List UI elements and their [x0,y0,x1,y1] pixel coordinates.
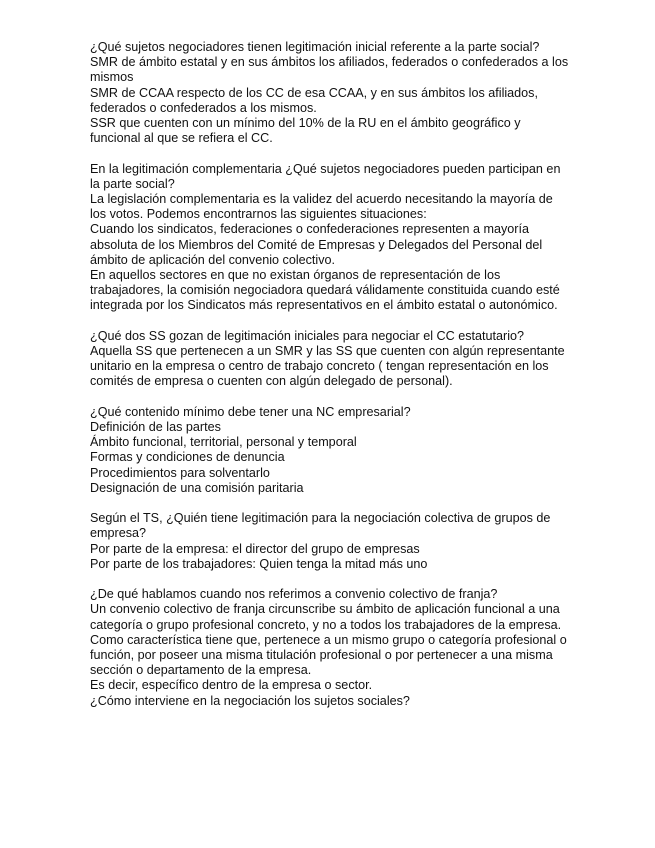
paragraph: SSR que cuenten con un mínimo del 10% de la RU en el ámbito geográfico y funcional al que se refiera el CC. [90,116,521,146]
list-item: Designación de una comisión paritaria [90,480,304,495]
question: ¿Qué sujetos negociadores tienen legitimación inicial referente a la parte social? [90,40,540,54]
paragraph: Es decir, específico dentro de la empresa o sector. [90,678,373,693]
section-spacer [90,314,570,329]
list-item: Procedimientos para solventarlo [90,465,270,480]
section-convenio-franja [90,587,570,709]
section-legitimacion-complementaria [90,162,570,314]
question: ¿Qué contenido mínimo debe tener una NC empresarial? [90,404,411,419]
list-item: Formas y condiciones de denuncia [90,450,285,465]
paragraph: SMR de ámbito estatal y en sus ámbitos los afiliados, federados o confederados a los mismos [90,55,569,85]
question: En la legitimación complementaria ¿Qué sujetos negociadores pueden participan en la parte social? [90,161,561,191]
paragraph: Por parte de la empresa: el director del grupo de empresas [90,541,420,556]
section-spacer [90,146,570,161]
question: ¿Qué dos SS gozan de legitimación iniciales para negociar el CC estatutario? [90,328,525,343]
section-spacer [90,390,570,405]
paragraph: Aquella SS que pertenecen a un SMR y las SS que cuenten con algún representante unitario en la empresa o centro de trabajo concreto ( tengan representación en los comités de empresa o cuenten con algún delegado de personal). [90,344,565,389]
paragraph: Por parte de los trabajadores: Quien tenga la mitad más uno [90,556,428,571]
section-ss-legitimacion [90,329,570,390]
question: ¿Cómo interviene en la negociación los sujetos sociales? [90,693,410,708]
document-page [90,40,570,709]
paragraph: SMR de CCAA respecto de los CC de esa CCAA, y en sus ámbitos los afiliados, federados o confederados a los mismos. [90,85,538,115]
section-legitimacion-inicial [90,40,570,146]
list-item: Definición de las partes [90,420,221,435]
paragraph: Como característica tiene que, pertenece a un mismo grupo o categoría profesional o función, por poseer una misma titulación profesional o por pertenecer a una misma sección o departamento de la empresa. [90,632,567,678]
question: Según el TS, ¿Quién tiene legitimación para la negociación colectiva de grupos de empresa? [90,511,551,541]
section-spacer [90,496,570,511]
section-grupos-empresa [90,511,570,572]
question: ¿De qué hablamos cuando nos referimos a convenio colectivo de franja? [90,587,498,602]
paragraph: Un convenio colectivo de franja circunscribe su ámbito de aplicación funcional a una categoría o grupo profesional concreto, y no a todos los trabajadores de la empresa. [90,602,562,632]
list-item: Ámbito funcional, territorial, personal y temporal [90,435,357,450]
section-contenido-minimo [90,405,570,496]
section-spacer [90,572,570,587]
paragraph: En aquellos sectores en que no existan órganos de representación de los trabajadores, la comisión negociadora quedará válidamente constituida cuando esté integrada por los Sindicatos más representativos en el ámbito estatal o autonómico. [90,268,560,313]
paragraph: La legislación complementaria es la validez del acuerdo necesitando la mayoría de los votos. Podemos encontrarnos las siguientes situaciones: [90,192,553,222]
paragraph: Cuando los sindicatos, federaciones o confederaciones representen a mayoría absoluta de los Miembros del Comité de Empresas y Delegados del Personal del ámbito de aplicación del convenio colectivo. [90,222,543,267]
